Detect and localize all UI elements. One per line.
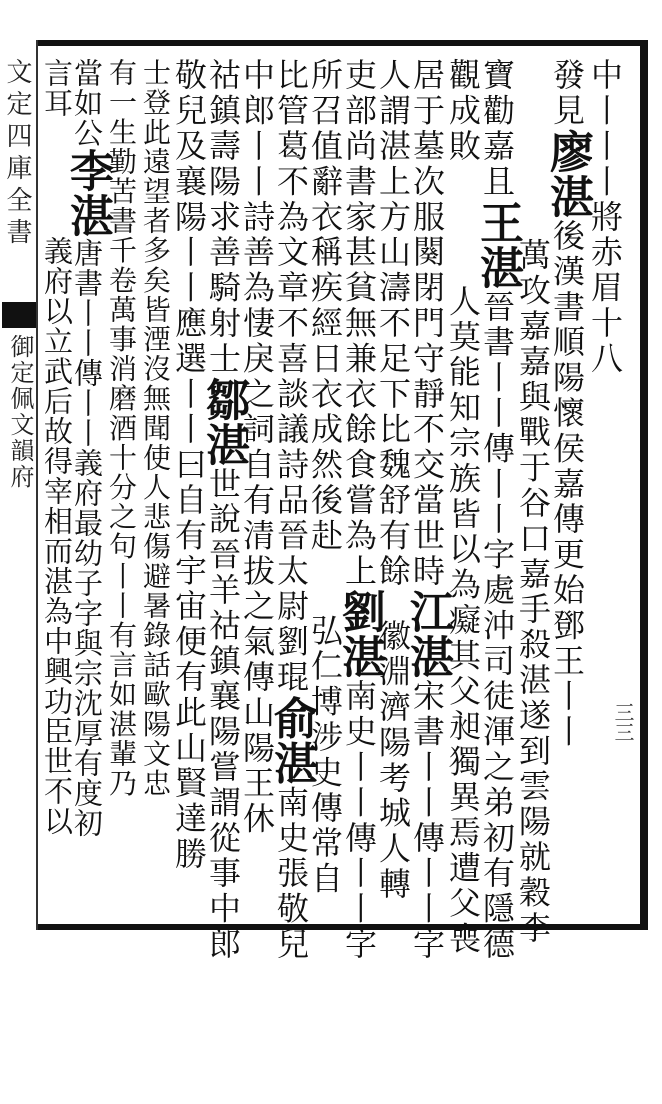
text-column <box>38 58 76 924</box>
column-text: 中丨丨 <box>586 58 624 165</box>
entry-head: 鄒湛 <box>198 376 249 467</box>
column-text: 世說晉羊祜鎮襄陽嘗謂從事中郎 <box>204 466 242 963</box>
column-text: 義府以立武后故得宰相而湛為中興功臣世不以 <box>40 236 74 836</box>
column-text: 人莫能知宗族皆以為癡其父昶獨異焉遭父喪 <box>444 284 482 957</box>
frame-top-border <box>36 40 648 46</box>
column-text: 弘仁博涉史傳常自 <box>306 613 344 897</box>
column-text: 觀成敗 <box>444 58 482 165</box>
column-text: 唐書丨丨傳丨丨義府最幼子字與宗沈厚有度初 <box>70 238 104 838</box>
column-text: 當如公 <box>70 58 104 148</box>
text-column <box>306 58 344 924</box>
entry-head: 廖湛 <box>542 128 593 219</box>
text-column <box>198 58 249 963</box>
column-text: 且 <box>478 164 516 200</box>
column-text: 有一生勤苦書千卷萬事消磨酒十分之句丨丨有言如湛輩乃 <box>105 58 138 798</box>
column-text: 傳山陽王休 <box>238 659 276 837</box>
column-text: 寶勸嘉 <box>478 58 516 165</box>
entry-head: 江湛 <box>402 589 453 679</box>
text-column <box>266 58 317 963</box>
entry-head: 劉湛 <box>334 589 385 679</box>
column-text: 丨丨曰自有宇宙便有此山賢達勝 <box>170 376 208 873</box>
margin-book-title: 文定四庫全書 <box>2 58 32 250</box>
column-text: 後漢書順陽懷侯嘉傳更始鄧王丨丨 <box>548 218 586 750</box>
column-text: 祜鎮壽陽求善騎射士 <box>204 58 242 377</box>
column-text: 發見 <box>548 58 586 129</box>
text-column <box>238 58 276 924</box>
column-text: 所召值辭衣稱疾經日衣成然後赴 <box>306 58 344 554</box>
column-text: 南史張敬兒 <box>272 785 310 963</box>
text-column <box>136 58 174 924</box>
column-text: 徽淵濟陽考城人轉 <box>374 619 412 903</box>
column-text: 比管葛不為文章不喜談議詩品晉太尉劉琨 <box>272 58 310 696</box>
entry-head: 俞湛 <box>266 695 317 786</box>
margin-work-title: 御定佩文韻府 <box>6 334 34 490</box>
column-text: 士登此遠望者多矣皆湮沒無聞使人悲傷避暑錄話歐陽文忠 <box>139 58 172 798</box>
frame-right-border <box>640 40 648 930</box>
column-text: 中郎丨丨詩善為悽戾之詞自有清拔之氣 <box>238 58 276 660</box>
column-text: 南史丨丨傳丨丨字 <box>340 679 378 963</box>
text-column <box>402 58 453 963</box>
text-column <box>542 58 593 924</box>
column-text: 人謂湛上方山濤不足下比魏舒有餘 <box>374 58 412 589</box>
column-text: 居于墓次服闋閉門守靜不交當世時 <box>408 58 446 589</box>
column-text: 宋書丨丨傳丨丨字 <box>408 679 446 963</box>
fish-tail-mark <box>2 302 36 328</box>
text-column <box>444 58 482 957</box>
column-text: 吏部尚書家甚貧無兼衣餘食嘗為上 <box>340 58 378 589</box>
column-text: 萬攻嘉嘉與戰于谷口嘉手殺湛遂到雲陽就穀李 <box>514 238 552 946</box>
text-column <box>472 58 523 963</box>
entry-head: 王湛 <box>472 199 523 290</box>
column-text: 敬兒及襄陽丨丨應選 <box>170 58 208 377</box>
text-column <box>374 58 412 924</box>
column-text: 丨將赤眉十八 <box>586 164 624 377</box>
column-text: 言耳 <box>40 58 74 118</box>
column-text: 晉書丨丨傳丨丨字處沖司徒渾之弟初有隱德 <box>478 289 516 963</box>
text-column <box>334 58 385 963</box>
text-column <box>514 58 552 946</box>
entry-head: 李湛 <box>62 148 113 238</box>
page-number: 三三 <box>611 702 635 742</box>
text-column <box>170 58 208 924</box>
